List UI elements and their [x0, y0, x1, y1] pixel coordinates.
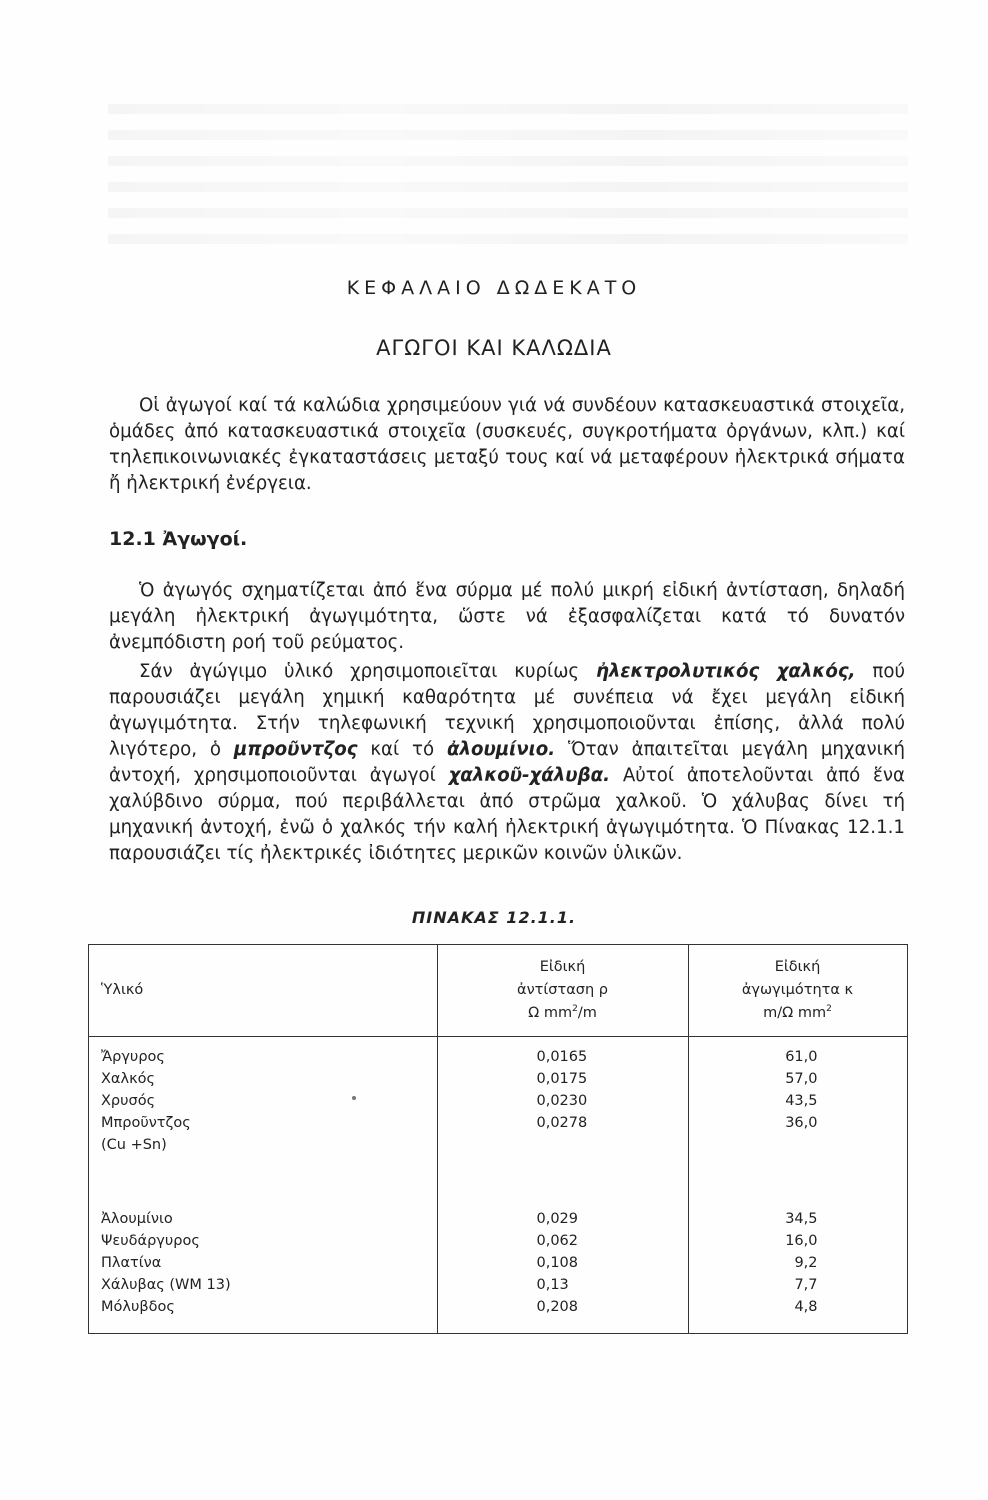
table-row: Χρυσός 0,0230 43,5 — [101, 1093, 818, 1109]
header-resistivity: Εἰδική ἀντίσταση ρ Ω $mm^2/m$ — [517, 959, 608, 1021]
show-through-line — [108, 208, 908, 218]
show-through-line — [108, 104, 908, 114]
header-material: Ὑλικό — [101, 982, 144, 998]
intro-paragraph — [109, 393, 905, 497]
chapter-label: ΚΕΦΑΛΑΙΟ ΔΩΔΕΚΑΤΟ — [346, 277, 642, 299]
table-row: (Cu +Sn) — [101, 1137, 167, 1153]
table-row: Ψευδάργυρος 0,062 16,0 — [101, 1233, 818, 1249]
header-divider — [89, 1036, 907, 1037]
p2-emphasis-copper: ἠλεκτρολυτικός χαλκός, — [595, 661, 856, 682]
p2-emphasis-aluminium: ἀλουμίνιο. — [447, 739, 556, 760]
table-group-2 — [89, 1208, 907, 1318]
section-paragraph-1 — [109, 578, 905, 656]
p2-text-3: καί τό — [357, 739, 447, 760]
p2-text-4: Ὅταν ἀπαιτεῖται μεγάλη μηχανική ἀντοχή, χρησιμοποιοῦνται ἀγωγοί — [109, 739, 906, 786]
table-row: Χάλυβας (WM 13) 0,13 7,7 — [101, 1277, 818, 1293]
section-heading: 12.1 Ἀγωγοί. — [109, 528, 248, 550]
p2-emphasis-bronze: μπροῦντζος — [233, 739, 358, 760]
table-row: Χαλκός 0,0175 57,0 — [101, 1071, 818, 1087]
p2-text-1: Σάν ἀγώγιμο ὑλικό χρησιμοποιεῖται κυρίως — [139, 661, 596, 682]
table-row: Ἀλουμίνιο 0,029 34,5 — [101, 1211, 818, 1227]
header-conductivity: Εἰδική ἀγωγιμότητα κ m/Ω $mm^2$ — [741, 959, 854, 1021]
show-through-line — [108, 156, 908, 166]
show-through-line — [108, 234, 908, 244]
scan-speck — [352, 1096, 356, 1100]
p2-text-5: Αὐτοί ἀποτελοῦνται ἀπό ἕνα χαλύβδινο σύρμα, πού περιβάλλεται ἀπό στρῶμα χαλκοῦ. Ὁ χάλυβας δίνει τή μηχανική ἀντοχή, ἐνῶ ὁ χαλκός τήν καλή ἠλεκτρική ἀγωγιμότητα. Ὁ Πίνακας 12.1.1 παρουσιάζει τίς ἠλεκτρικές ἰδιότητες μερικῶν κοινῶν ὑλικῶν. — [109, 765, 905, 864]
show-through-line — [108, 130, 908, 140]
intro-text: Οἱ ἀγωγοί καί τά καλώδια χρησιμεύουν γιά νά συνδέουν κατασκευαστικά στοιχεῖα, ὁμάδες ἀπό κατασκευαστικά στοιχεῖα (συσκευές, συγκροτήματα ὀργάνων, κλπ.) καί τηλεπικοινωνιακές ἐγκαταστάσεις μεταξύ τους καί νά μεταφέρουν ἠλεκτρικά σήματα ἤ ἠλεκτρική ἐνέργεια. — [109, 395, 905, 494]
p2-text-2: πού παρουσιάζει μεγάλη χημική καθαρότητα μέ συνέπεια νά ἔχει μεγάλη εἰδική ἀγωγιμότητα. Στήν τηλεφωνική τεχνική χρησιμοποιοῦνται ἐπίσης, ἀλλά πολύ λιγότερο, ὁ — [109, 661, 905, 760]
p2-emphasis-copper-steel: χαλκοῦ-χάλυβα. — [448, 765, 611, 786]
section-paragraph-1-text: Ὁ ἀγωγός σχηματίζεται ἀπό ἕνα σύρμα μέ πολύ μικρή εἰδική ἀντίσταση, δηλαδή μεγάλη ἠλεκτρική ἀγωγιμότητα, ὥστε νά ἐξασφαλίζεται κατά τό δυνατόν ἀνεμπόδιστη ροή τοῦ ρεύματος. — [109, 580, 905, 653]
table-row: Ἄργυρος 0,0165 61,0 — [101, 1049, 818, 1065]
chapter-title: ΑΓΩΓΟΙ ΚΑΙ ΚΑΛΩΔΙΑ — [376, 336, 612, 360]
materials-table — [88, 944, 908, 1334]
table-row: Πλατίνα 0,108 9,2 — [101, 1255, 818, 1271]
section-paragraph-2 — [109, 659, 905, 867]
table-caption: ΠΙΝΑΚΑΣ 12.1.1. — [411, 908, 577, 927]
table-row: Μπροῦντζος 0,0278 36,0 — [101, 1115, 818, 1131]
table-group-1 — [89, 1046, 907, 1156]
show-through-line — [108, 182, 908, 192]
table-row: Μόλυβδος 0,208 4,8 — [101, 1299, 818, 1315]
